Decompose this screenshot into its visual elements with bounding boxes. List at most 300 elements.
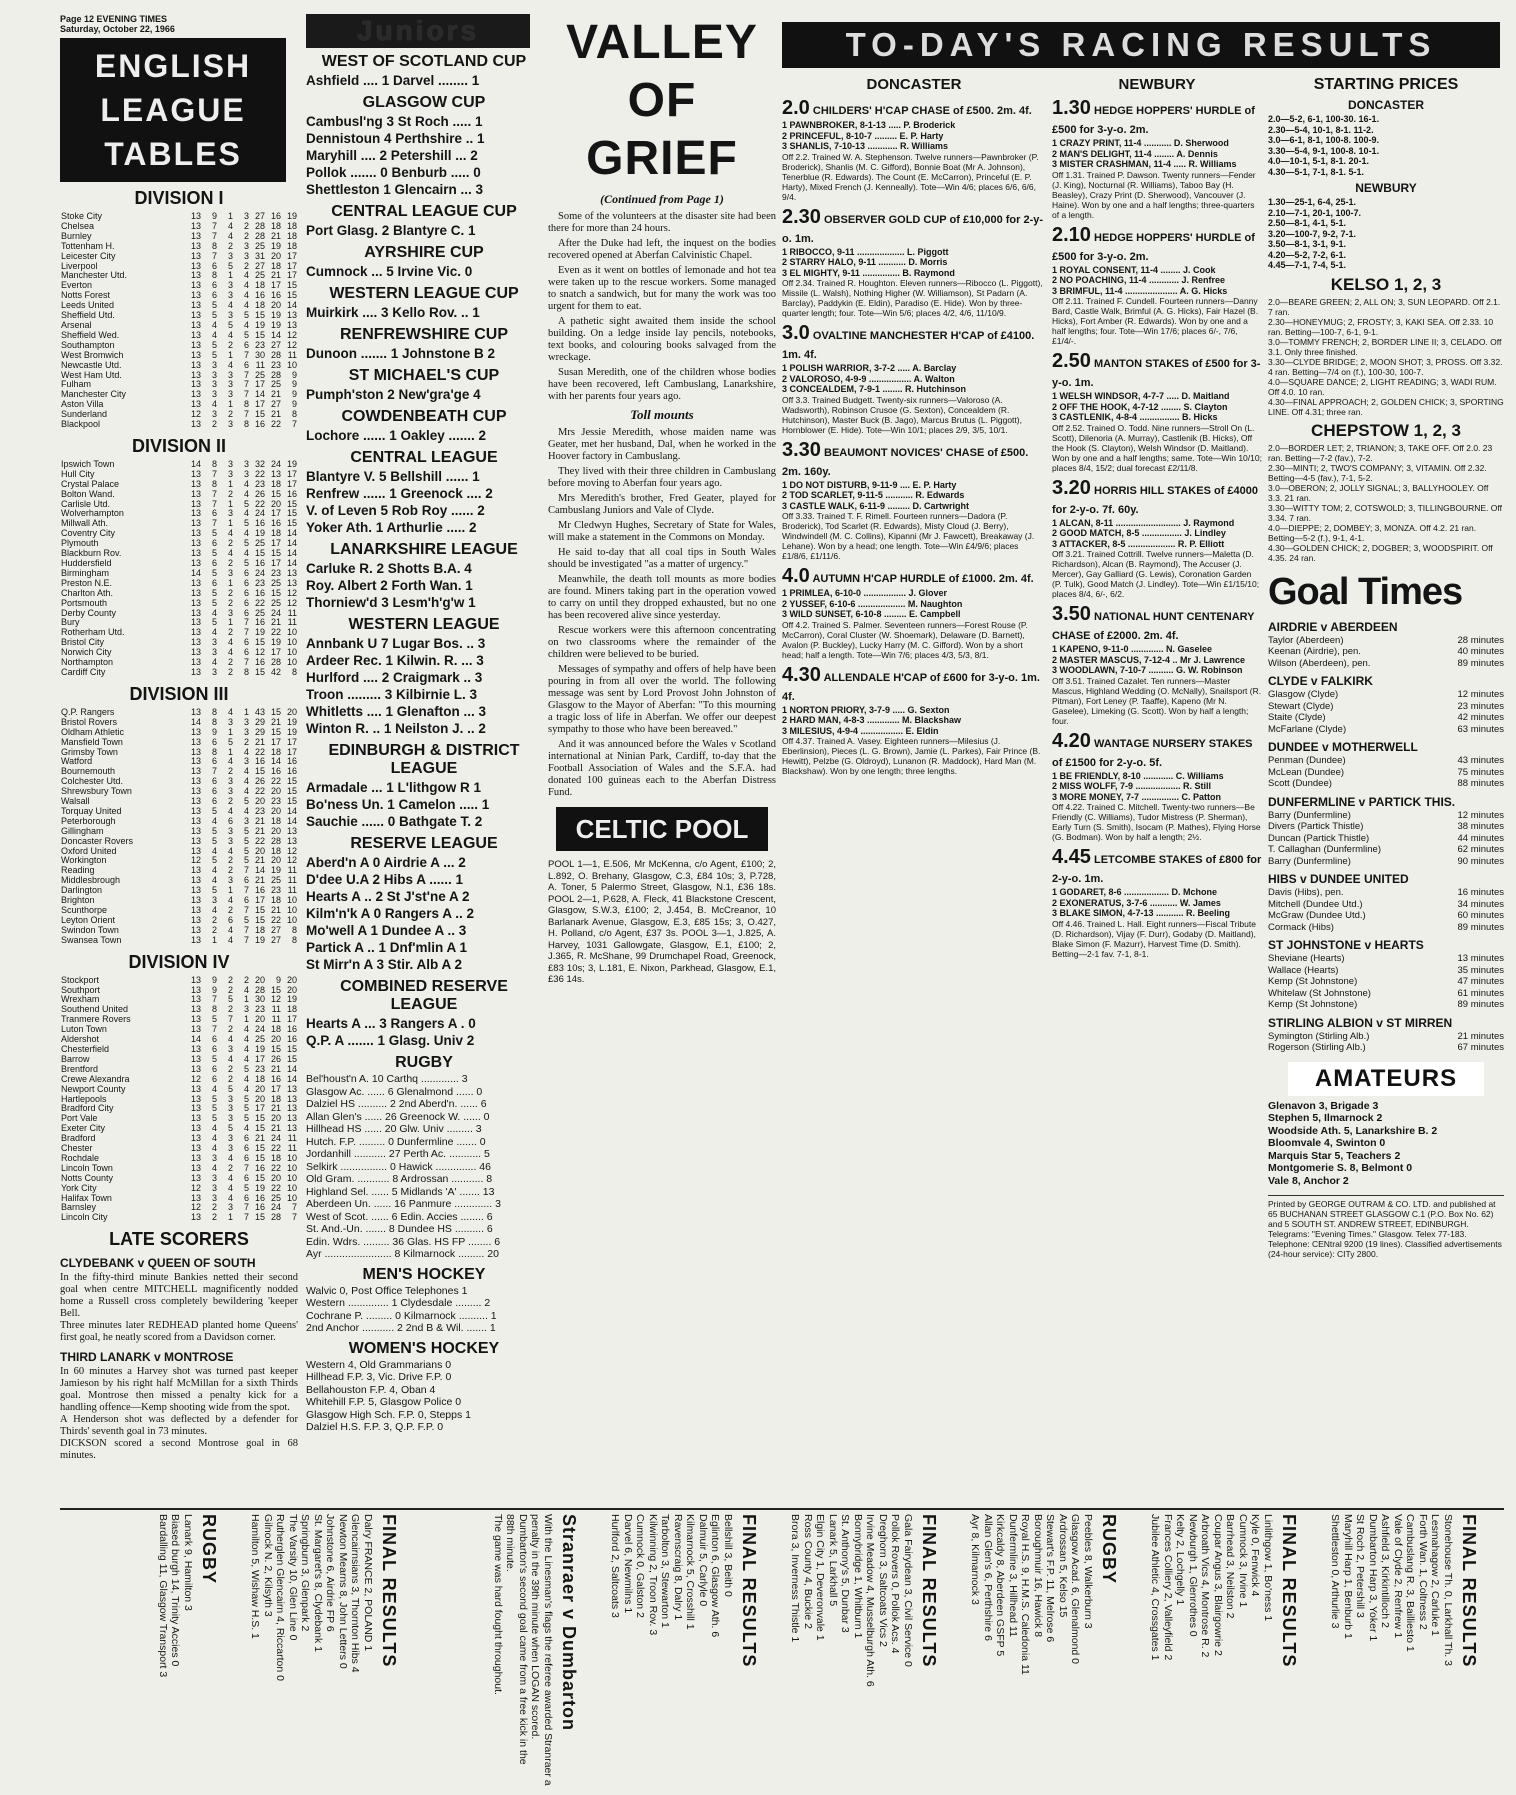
heading-line: ENGLISH [94,48,252,84]
stat-cell: 13 [190,300,201,311]
team-name: Leyton Orient [61,914,116,925]
race-line: 2.0—BORDER LET; 2, TRIANON; 3, TAKE OFF. Off 2.0. 23 ran. Betting—7-2 (fav.), 7-2. [1268,442,1493,463]
stat-cell: 8 [211,1004,217,1015]
juniors-heading: Juniors [306,14,530,48]
team-name: Peterborough [61,815,116,826]
valley-of-grief-column [548,14,776,986]
stat-cell: 11 [271,1004,281,1015]
team-name: Oldham Athletic [61,726,125,737]
stat-cell: 3 [243,815,249,826]
hockey-row: Bellahouston F.P. 4, Oban 4 [306,1383,436,1396]
scorer: T. Callaghan (Dunfermline) [1268,844,1381,855]
team-name: Liverpool [61,260,98,271]
stat-cell: 6 [211,736,217,747]
stat-cell: 18 [286,1004,297,1015]
team-name: Preston N.E. [61,577,113,588]
team-name: Aldershot [61,1034,100,1045]
stat-cell: 13 [190,905,201,915]
stat-cell: 4 [243,528,249,539]
stat-cell: 19 [254,627,265,638]
rotated-result-row: Stewart's F.P. 11, Melrose 6 [1044,1514,1057,1643]
team-name: Rotherham Utd. [61,627,125,638]
stat-cell: 6 [243,587,249,598]
stat-cell: 14 [254,389,265,400]
stat-cell: 15 [286,1043,297,1054]
stat-cell: 22 [270,1162,281,1173]
stat-cell: 16 [286,1034,297,1045]
stat-cell: 4 [243,786,249,797]
stat-cell: 19 [254,319,265,330]
result-row: Shettleston 1 Glencairn ... 3 [306,182,484,197]
goal-line [1268,887,1504,899]
stat-cell: 5 [211,1103,217,1114]
stat-cell: 5 [211,617,217,628]
stat-cell: 4 [227,647,233,658]
team-name: Brighton [61,895,95,906]
team-name: Sheffield Wed. [61,329,120,340]
race-result [782,97,1046,202]
stat-cell: 20 [286,974,297,985]
match-heading: DUNDEE v MOTHERWELL [1268,740,1418,754]
stat-cell: 1 [227,498,233,509]
stat-cell: 7 [211,766,217,777]
goal-minute: 12 minutes [1457,689,1504,700]
stat-cell: 4 [227,1172,233,1183]
team-name: Colchester Utd. [61,776,124,787]
stat-cell: 5 [243,1063,249,1074]
race-title: MANTON STAKES of £500 for 3-y-o. 1m. [1052,358,1261,389]
stat-cell: 3 [211,1172,217,1183]
result-row: Lochore ...... 1 Oakley ....... 2 [306,428,487,443]
stat-cell: 26 [254,488,265,499]
stat-cell: 11 [287,875,297,886]
placing: 2 TOD SCARLET, 9-11-5 ........... R. Edwards [782,490,965,500]
stat-cell: 15 [286,280,297,291]
rotated-results-column [960,1514,1120,1786]
stat-cell: 19 [286,994,297,1005]
stat-cell: 13 [190,310,201,321]
stat-cell: 4 [243,290,249,301]
stat-cell: 3 [211,666,217,677]
sp-doncaster-list [1268,114,1504,177]
goal-minute: 63 minutes [1457,723,1504,735]
headline-line: OF [627,74,697,127]
hockey-row: Western .............. 1 Clydesdale ......... 2 [306,1297,491,1309]
stat-cell: 13 [190,1024,201,1035]
team-name: Shrewsbury Town [61,786,132,797]
match-heading: ST JOHNSTONE v HEARTS [1268,938,1424,952]
hockey-row: Western 4, Old Grammarians 0 [306,1358,452,1371]
stat-cell: 5 [243,1113,249,1124]
rotated-text-block [240,1514,400,1786]
toll-mounts-subhead: Toll mounts [630,407,694,422]
stat-cell: 16 [254,756,265,767]
scorer: Penman (Dundee) [1268,755,1346,766]
stat-cell: 7 [211,1024,217,1035]
result-row: Hearts A .. 2 St J'st'ne A 2 [306,889,470,904]
headline-line: GRIEF [586,132,738,185]
stat-cell: 7 [243,349,249,360]
stat-cell: 18 [270,1024,281,1035]
stat-cell: 21 [254,855,265,866]
mens-hockey-results [306,1285,542,1335]
sp-doncaster-title: DONCASTER [1347,98,1424,112]
stat-cell: 3 [227,1133,233,1144]
match-heading: AIRDRIE v ABERDEEN [1268,619,1398,634]
hockey-row: Walvic 0, Post Office Telephones 1 [306,1284,468,1297]
stat-cell: 5 [227,260,233,271]
table-row [60,361,298,371]
team-name: Newport County [61,1083,126,1094]
rotated-result-row: St Roch 2, Petershill 3 [1354,1514,1367,1618]
stat-cell: 2 [227,1162,233,1173]
stat-cell: 17 [270,736,281,747]
stat-cell: 8 [243,399,249,410]
team-name: Ipswich Town [61,458,115,469]
race-details: Off 4.2. Trained S. Palmer. Seventeen runners—Forest Rouse (P. McCarron), Coral Cluster (W. Shoemark), Delaware (D. Barnett), Avalon (P. Buckley), Lucky Harry (M. C. Gifford). Won by a short head; half a length. Tote—Win 7/6; places 4/3, 5/3, 8/1. [782,619,1028,660]
rotated-result-row: Lanark 9, Hamilton 3 [182,1514,194,1611]
stat-cell: 22 [254,468,265,479]
stat-cell: 7 [211,498,217,509]
stat-cell: 5 [243,329,249,340]
race-line: 2.0—BEARE GREEN; 2, ALL ON; 3, SUN LEOPARD. Off 2.1. 7 ran. [1268,296,1501,317]
junior-sections [306,53,542,1049]
result-row: Roy. Albert 2 Forth Wan. 1 [306,578,473,593]
team-name: Watford [61,756,93,767]
stat-cell: 20 [254,1014,265,1025]
goal-line [1268,844,1504,856]
stat-cell: 20 [254,974,265,985]
rotated-text-block [1320,1514,1480,1786]
table-row [60,1085,298,1095]
stat-cell: 13 [190,260,201,271]
rugby-row: Jordanhill ........... 27 Perth Ac. ........... 5 [306,1148,490,1160]
stat-cell: 3 [227,1202,233,1213]
stat-cell: 7 [243,1202,249,1213]
stat-cell: 23 [270,567,281,578]
stat-cell: 3 [227,369,233,380]
stat-cell: 3 [227,280,233,291]
league-table [60,976,298,1224]
stat-cell: 27 [270,924,281,935]
stat-cell: 14 [190,567,201,578]
stat-cell: 22 [270,1143,281,1154]
stat-cell: 12 [286,855,297,866]
stat-cell: 4 [243,270,249,281]
stat-cell: 8 [211,706,217,717]
placing: 3 MORE MONEY, 7-7 ............... C. Patton [1052,791,1222,802]
goal-line [1268,755,1504,767]
rotated-result-row: Maryhill Harp 1, Benburb 1 [1342,1514,1354,1639]
stat-cell: 13 [286,567,297,578]
rugby-row: Dalziel HS .......... 2 2nd Aberd'n. ...... 6 [306,1098,487,1110]
stat-cell: 17 [270,558,281,568]
stat-cell: 8 [211,458,217,469]
stat-cell: 13 [286,1093,297,1104]
placing: 1 ROYAL CONSENT, 11-4 ........ J. Cook [1052,264,1216,275]
race-title: LETCOMBE STAKES of £800 for 2-y-o. 1m. [1052,854,1262,885]
result-row: Whitletts .... 1 Glenafton ... 3 [306,704,487,719]
result-row: Thorniew'd 3 Lesm'h'g'w 1 [306,595,476,610]
stat-cell: 24 [270,607,281,618]
team-name: Portsmouth [61,597,108,608]
stat-cell: 4 [227,220,233,231]
race-details: Off 3.33. Trained T. F. Rimell. Fourteen runners—Dadora (P. Broderick), Tod Scarlet (R. Edwards), Misty Cloud (J. Berry), Windwindell (M. C. Collins), Kipanni (Mr J. Fawcett), Breakaway (J. Lehane). Won by a head; one length. Tote—Win £4/9/6; places £1/8/6, £1/11/6. [782,511,1035,561]
placing: 1 WELSH WINDSOR, 4-7-7 ..... D. Maitland [1052,391,1230,401]
chepstow-results [1268,443,1504,563]
stat-cell: 13 [190,359,201,370]
goal-line [1268,1042,1504,1054]
stat-cell: 4 [211,1162,217,1173]
stat-cell: 3 [227,607,233,618]
stat-cell: 2 [211,1202,217,1213]
goal-minute: 88 minutes [1457,778,1504,789]
stat-cell: 14 [190,716,201,727]
race-result [782,439,1046,562]
sp-newbury-title: NEWBURY [1355,181,1417,195]
stat-cell: 2 [243,220,249,231]
rotated-result-row: Ravenscraig 8, Dalry 1 [672,1514,684,1621]
starting-price-row: 3.30—5-4, 9-1, 100-8. 10-1. [1268,145,1380,156]
stat-cell: 13 [190,974,201,985]
stat-cell: 1 [227,746,233,757]
race-title: ALLENDALE H'CAP of £600 for 3-y-o. 1m. 4f. [782,671,1040,703]
stat-cell: 13 [286,1123,297,1134]
stat-cell: 5 [243,310,249,321]
cup-heading: RESERVE LEAGUE [350,835,498,852]
stat-cell: 19 [286,716,297,727]
placing: 1 DO NOT DISTURB, 9-11-9 .... E. P. Harty [782,479,957,490]
team-name: Derby County [61,607,117,618]
placing: 2 MAN'S DELIGHT, 11-4 ........ A. Dennis [1052,148,1218,159]
stat-cell: 16 [286,766,297,777]
stat-cell: 3 [227,835,233,846]
rotated-heading: FINAL RESULTS [1459,1514,1479,1668]
goal-line [1268,701,1504,713]
stat-cell: 11 [287,349,297,360]
rotated-text-block [600,1514,760,1786]
rotated-result-row: Springburn 3, Glenpark 2 [299,1514,312,1632]
stat-cell: 2 [211,924,217,935]
rotated-text-block [960,1514,1120,1786]
placing: 2 VALOROSO, 4-9-9 ................. A. Walton [782,373,955,384]
stat-cell: 19 [286,211,297,221]
placing: 3 CASTLE WALK, 6-11-9 ......... D. Cartwright [782,500,970,511]
stat-cell: 12 [286,845,297,856]
stat-cell: 3 [211,409,217,420]
article-paragraph: Meanwhile, the death toll mounts as more bodies are found. Miners taking part in the operation vowed to carry on until they dropped exhausted, but no one has been recovered alive since yesterday. [548,574,776,621]
team-name: West Ham Utd. [61,369,122,380]
result-row: Annbank U 7 Lugar Bos. .. 3 [306,636,486,651]
team-name: Torquay United [61,805,122,816]
result-row: Dennistoun 4 Perthshire .. 1 [306,131,485,146]
article-paragraph: After the Duke had left, the inquest on the bodies recovered opened at Aberfan Calvinistic Chapel. [548,238,776,261]
womens-hockey-results [306,1359,542,1434]
stat-cell: 4 [211,607,217,618]
stat-cell: 6 [211,756,217,767]
stat-cell: 19 [286,726,297,737]
team-name: Barrow [61,1053,90,1064]
stat-cell: 42 [270,666,281,677]
mens-hockey-heading: MEN'S HOCKEY [362,1265,486,1283]
team-name: Grimsby Town [61,746,118,757]
late-scorers-title: LATE SCORERS [109,1229,249,1250]
team-name: Bury [61,617,80,628]
stat-cell: 6 [243,637,249,648]
stat-cell: 18 [286,230,297,241]
stat-cell: 6 [211,1034,217,1045]
race-header [782,565,1046,588]
stat-cell: 16 [270,766,281,777]
stat-cell: 17 [286,250,297,261]
stat-cell: 18 [254,1073,265,1084]
rotated-result-row: The game was hard fought throughout. [492,1514,504,1695]
race-result [782,664,1046,777]
team-name: Northampton [61,657,114,668]
match-heading: CLYDE v FALKIRK [1268,674,1373,688]
team-name: Burnley [61,230,92,241]
stat-cell: 4 [243,766,249,777]
stat-cell: 3 [227,716,233,727]
stat-cell: 15 [254,1152,265,1163]
article-paragraph: Rescue workers were this afternoon concentrating on two classrooms where the remainder of the children were believed to be buried. [548,625,776,660]
stat-cell: 6 [227,914,233,925]
stat-cell: 2 [227,488,233,499]
stat-cell: 13 [190,617,201,628]
rotated-result-row: Darvel 6, Newmilns 1 [622,1514,634,1614]
stat-cell: 4 [227,1152,233,1163]
stat-cell: 19 [270,319,281,330]
stat-cell: 27 [254,211,265,221]
stat-cell: 3 [211,359,217,370]
stat-cell: 18 [270,1152,281,1163]
stat-cell: 1 [227,726,233,737]
scorer: McGraw (Dundee Utd.) [1268,910,1366,921]
rotated-heading: RUGBY [199,1514,219,1585]
stat-cell: 1 [227,518,233,529]
stat-cell: 13 [190,736,201,747]
stat-cell: 13 [190,994,201,1005]
team-name: Mansfield Town [61,736,123,747]
division-heading: DIVISION I [134,188,224,208]
english-league-heading [60,38,286,182]
team-name: Sheffield Utd. [61,310,115,321]
rotated-result-row: Dreghorn 3, Saltcoats Vics 2 [877,1514,889,1647]
stat-cell: 17 [286,478,297,489]
rugby-heading: RUGBY [395,1054,453,1071]
stat-cell: 2 [227,409,233,420]
rotated-result-row: Eglinton 6, Glasgow Ath. 6 [709,1514,722,1638]
stat-cell: 3 [243,716,249,727]
stat-cell: 16 [286,488,297,499]
stat-cell: 3 [227,290,233,301]
team-name: Workington [61,855,107,866]
hockey-row: Cochrane P. ......... 0 Kilmarnock .......... 1 [306,1309,497,1322]
stat-cell: 3 [211,369,217,380]
stat-cell: 17 [286,468,297,479]
valley-headline [548,14,776,188]
stat-cell: 7 [243,924,249,935]
stat-cell: 2 [227,666,233,677]
rotated-result-row: Ashfield 3, Kirkintilloch 2 [1379,1514,1392,1628]
placing: 2 OFF THE HOOK, 4-7-12 ........ S. Clayton [1052,401,1228,412]
team-name: Port Vale [61,1113,98,1124]
stat-cell: 8 [291,409,297,420]
rotated-result-row: Irvine Meadow 4, Musselburgh Ath. 6 [864,1514,877,1687]
stat-cell: 4 [227,1034,233,1045]
rotated-result-row: Bardalling 11, Glasgow Transport 3 [157,1514,169,1678]
stat-cell: 6 [211,1063,217,1074]
race-details: Off 3.51. Trained Cazalet. Ten runners—Master Mascus, Highland Wedding (O. McNally), Snailsport (R. Pitman), Fort Leney (P. Taaffe), Kapeno (Mr N. Gaselee), Limeking (G. Scott). Won by half a length; four. [1052,675,1262,726]
team-name: Sunderland [61,409,108,420]
rotated-result-row: Newton Mearns 8, John Letters 0 [337,1514,349,1669]
stat-cell: 16 [254,587,265,598]
stat-cell: 12 [190,1182,201,1193]
amateur-result: Montgomerie S. 8, Belmont 0 [1268,1162,1413,1174]
league-table [60,708,298,946]
hockey-row: Hillhead F.P. 3, Vic. Drive F.P. 0 [306,1371,452,1383]
table-row [60,738,298,748]
team-name: Chelsea [61,220,95,231]
stat-cell: 4 [227,1182,233,1193]
placing: 2 HARD MAN, 4-8-3 ............. M. Blackshaw [782,715,962,725]
stat-cell: 13 [190,379,201,390]
newbury-column [1052,72,1262,963]
stat-cell: 2 [227,627,233,638]
goal-line [1268,712,1504,724]
team-name: Luton Town [61,1024,107,1035]
folio-line-1: Page 12 EVENING TIMES [60,14,168,24]
stat-cell: 2 [227,1073,233,1084]
stat-cell: 8 [211,716,217,727]
scorer: Glasgow (Clyde) [1268,689,1339,700]
stat-cell: 2 [227,905,233,915]
result-row: V. of Leven 5 Rob Roy ...... 2 [306,503,485,518]
goal-line [1268,833,1504,845]
stat-cell: 8 [291,924,297,935]
stat-cell: 4 [243,508,249,519]
stat-cell: 12 [190,855,201,866]
placing: 3 CONCEALDEM, 7-9-1 ........ R. Hutchinson [782,384,967,394]
race-line: 3.30—WITTY TOM; 2, COTSWOLD; 3, TILLINGBOURNE. Off 3.34. 7 ran. [1268,502,1502,523]
stat-cell: 17 [286,270,297,281]
stat-cell: 13 [286,825,297,836]
result-row: Muirkirk .... 3 Kello Rov. .. 1 [306,305,480,320]
stat-cell: 13 [190,1083,201,1094]
stat-cell: 4 [227,934,233,945]
cup-heading: LANARKSHIRE LEAGUE [330,541,518,558]
stat-cell: 13 [190,776,201,787]
team-name: Blackpool [61,419,101,430]
result-row: Aberd'n A 0 Airdrie A ... 2 [306,855,466,870]
stat-cell: 3 [227,468,233,479]
stat-cell: 18 [270,746,281,757]
rotated-results-column [240,1514,400,1786]
stat-cell: 18 [270,1093,281,1104]
team-name: Huddersfield [61,558,112,568]
race-time: 3.20 [1052,476,1091,499]
stat-cell: 5 [243,518,249,529]
stat-cell: 6 [227,815,233,826]
race-line: 3.0—OBERON; 2, JOLLY SIGNAL; 3, BALLYHOOLEY. Off 3.3. 21 ran. [1268,482,1489,503]
rugby-row: Highland Sel. ...... 5 Midlands 'A' ....... 13 [306,1185,495,1198]
stat-cell: 13 [286,1103,297,1114]
stat-cell: 28 [270,1212,281,1223]
stat-cell: 8 [211,478,217,489]
article-paragraph: He said to-day that all coal tips in South Wales should be investigated "as a matter of urgency." [548,547,776,570]
stat-cell: 4 [243,1073,249,1084]
stat-cell: 9 [211,211,217,221]
